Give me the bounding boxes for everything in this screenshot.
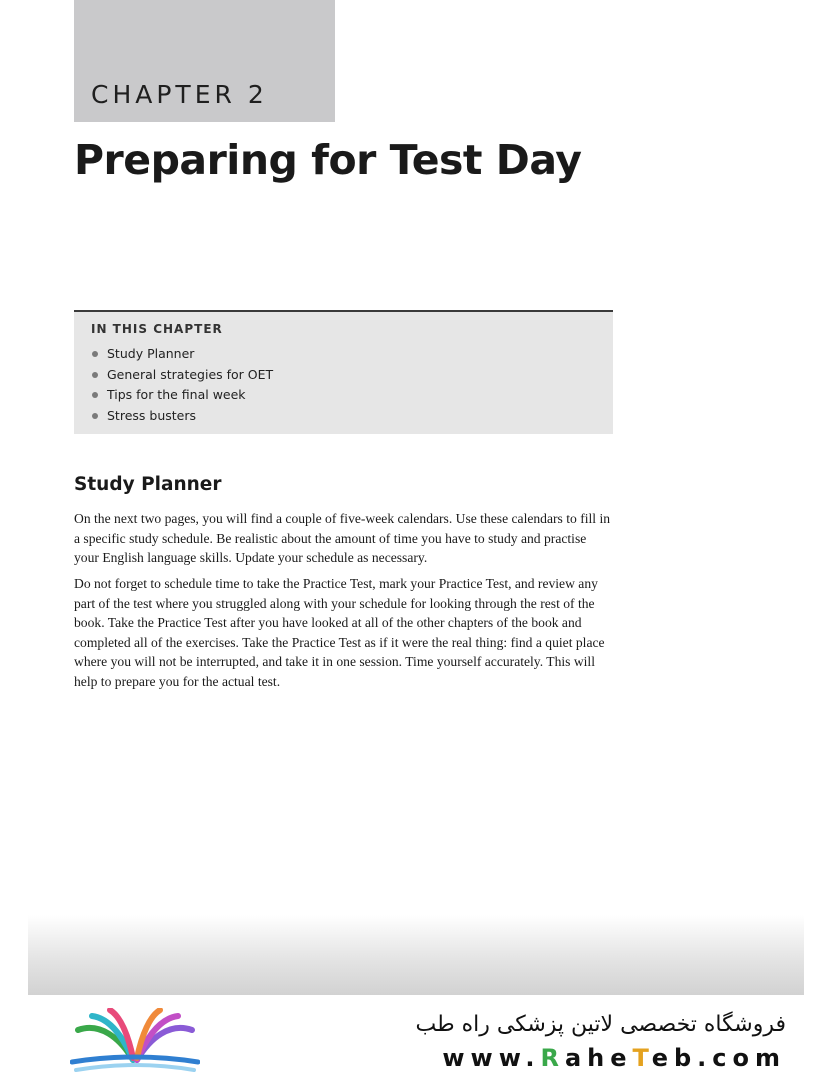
- list-item-label: Tips for the final week: [107, 387, 246, 403]
- bullet-icon: [92, 351, 98, 357]
- footer-store-name: فروشگاه تخصصی لاتین پزشکی راه طب: [415, 1012, 786, 1037]
- chapter-label: CHAPTER 2: [91, 80, 268, 109]
- body-paragraph: Do not forget to schedule time to take the Practice Test, mark your Practice Test, and review any part of the test where you struggled along with your schedule for looking through the rest of the book. Take the Practice Test after you have looked at all of the other chapters of the book and completed all of the exercises. Take the Practice Test as if it were the real thing: find a quiet place where you will not be interrupted, and take it in one session. Time yourself accurately. This will help to prepare you for the actual test.: [74, 576, 605, 689]
- list-item: [91, 406, 273, 427]
- bullet-icon: [92, 392, 98, 398]
- list-item-label: Study Planner: [107, 346, 195, 361]
- open-book-logo-icon: [70, 1008, 200, 1074]
- body-paragraph: On the next two pages, you will find a couple of five-week calendars. Use these calendars to fill in a specific study schedule. Be realistic about the amount of time you have to study and practise your English language skills. Update your schedule as necessary.: [74, 511, 611, 566]
- list-item: [91, 365, 273, 386]
- list-item-label: Stress busters: [107, 408, 197, 424]
- list-item-label: General strategies for OET: [107, 366, 274, 382]
- chapter-topic-list: [91, 344, 273, 427]
- footer-shadow: [28, 915, 804, 995]
- bullet-icon: [92, 413, 98, 419]
- list-item: [91, 385, 273, 406]
- in-this-chapter-box: [74, 310, 613, 434]
- section-title: Study Planner: [74, 474, 222, 495]
- box-heading: IN THIS CHAPTER: [91, 322, 223, 336]
- footer-url: www.RaheTeb.com: [442, 1044, 786, 1072]
- page-title: Preparing for Test Day: [74, 136, 582, 184]
- bullet-icon: [92, 372, 98, 378]
- list-item: [91, 344, 273, 365]
